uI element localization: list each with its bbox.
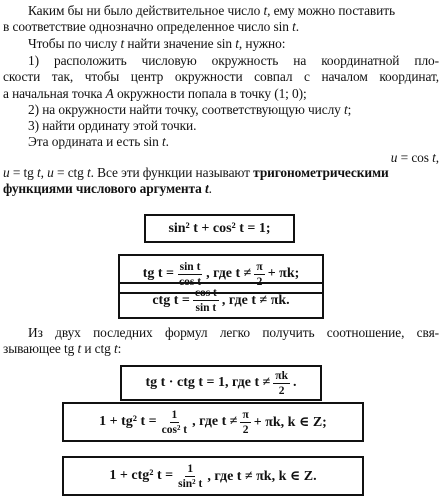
- denominator: 2: [256, 275, 263, 288]
- formula-lhs: 1 + tg² t =: [99, 414, 157, 429]
- formula-lhs: tg t · ctg t = 1, где t ≠: [145, 375, 271, 390]
- text: в соответствие однозначно определенное число sin: [3, 19, 293, 34]
- paragraph-line: [28, 36, 439, 52]
- text: и ctg: [81, 341, 114, 356]
- paragraph-line: 3) найти ординату этой точки.: [28, 118, 197, 133]
- numerator: cos t: [194, 287, 217, 299]
- variable: u: [3, 165, 10, 180]
- numerator: π: [242, 408, 249, 421]
- denominator: cos t: [179, 275, 202, 288]
- term: функциями числового аргумента: [3, 181, 205, 196]
- text: , нужно:: [238, 36, 286, 51]
- formula-box-tangent-squared: [62, 402, 364, 442]
- text: , ему можно поставить: [267, 3, 395, 18]
- formula-text: + πk, k ∈ Z;: [253, 414, 327, 430]
- variable: t: [432, 150, 436, 165]
- variable: t: [77, 341, 82, 356]
- formula-box-cotangent-squared: [62, 456, 364, 496]
- paragraph-line: 1) расположить числовую окружность на координатной пло-: [28, 53, 439, 68]
- paragraph-line: [3, 341, 439, 357]
- text: зывающее tg: [3, 341, 78, 356]
- variable: t: [37, 165, 41, 180]
- paragraph-line: [3, 181, 439, 197]
- paragraph-line: скости так, чтобы центр окружности совпал с началом координат,: [3, 69, 439, 84]
- variable: t: [235, 36, 239, 51]
- text: .: [165, 134, 169, 149]
- paragraph-line: [28, 134, 439, 150]
- denominator: 2: [278, 384, 285, 397]
- paragraph-line: [28, 3, 439, 19]
- text: .: [295, 19, 299, 34]
- text: .: [208, 181, 212, 196]
- variable: t: [114, 341, 118, 356]
- text: Каким бы ни было действительное число: [28, 3, 264, 18]
- numerator: 1: [171, 408, 178, 421]
- variable: u: [390, 150, 398, 165]
- formula-text: , где t ≠ πk, k ∈ Z.: [207, 468, 317, 484]
- paragraph-line: [3, 86, 439, 102]
- variable: t: [292, 19, 296, 34]
- denominator: sin² t: [178, 477, 203, 490]
- denominator: sin t: [195, 302, 217, 314]
- variable: t: [87, 165, 91, 180]
- text: ;: [347, 102, 352, 117]
- paragraph-line: Из двух последних формул легко получить соотношение, свя-: [28, 325, 439, 340]
- formula-lhs: tg t =: [142, 266, 175, 281]
- formula-text: .: [293, 375, 297, 390]
- numerator: π: [256, 260, 263, 273]
- text: ,: [40, 165, 48, 180]
- text: :: [117, 341, 122, 356]
- fraction: [240, 409, 250, 436]
- formula-text: + πk;: [267, 266, 300, 281]
- text: Эта ордината и есть sin: [28, 134, 163, 149]
- text: = tg: [9, 165, 38, 180]
- fraction: [160, 409, 189, 436]
- variable: t: [120, 36, 125, 51]
- text: найти значение sin: [124, 36, 236, 51]
- variable: t: [204, 181, 209, 196]
- fraction: [273, 370, 290, 397]
- paragraph-line: [28, 102, 439, 118]
- formula-text: , где t ≠ πk.: [221, 292, 290, 308]
- formula-text: , где t ≠: [192, 414, 238, 429]
- denominator: cos² t: [161, 423, 188, 436]
- formula-lhs: 1 + ctg² t =: [109, 468, 174, 483]
- text: окружности попала в точку (1; 0);: [113, 86, 307, 101]
- denominator: 2: [242, 423, 249, 436]
- formula-box-product: [120, 365, 322, 401]
- variable: t: [344, 102, 348, 117]
- formula-text: , где t ≠: [206, 266, 252, 281]
- variable: u: [47, 165, 54, 180]
- text: а начальная точка: [3, 86, 106, 101]
- paragraph-line: [3, 19, 439, 35]
- fraction: [193, 287, 219, 314]
- text: ,: [435, 150, 439, 165]
- paragraph-line: [3, 150, 439, 166]
- text: = cos: [397, 150, 433, 165]
- variable: t: [162, 134, 166, 149]
- term: тригонометрическими: [253, 165, 389, 180]
- formula: sin² t + cos² t = 1;: [168, 220, 271, 236]
- text: Чтобы по числу: [28, 36, 121, 51]
- fraction: [176, 463, 204, 490]
- numerator: πk: [275, 369, 288, 382]
- formula-box-pythagorean: [144, 214, 295, 243]
- text: 2) на окружности найти точку, соответствующую числу: [28, 102, 345, 117]
- variable: A: [105, 86, 114, 101]
- variable: t: [263, 3, 268, 18]
- text: . Все эти функции называют: [90, 165, 254, 180]
- numerator: 1: [187, 462, 194, 475]
- formula-box-cotangent: [118, 282, 324, 319]
- formula-lhs: ctg t =: [152, 292, 190, 308]
- paragraph-line: [3, 165, 439, 181]
- numerator: sin t: [179, 260, 201, 273]
- text: = ctg: [53, 165, 88, 180]
